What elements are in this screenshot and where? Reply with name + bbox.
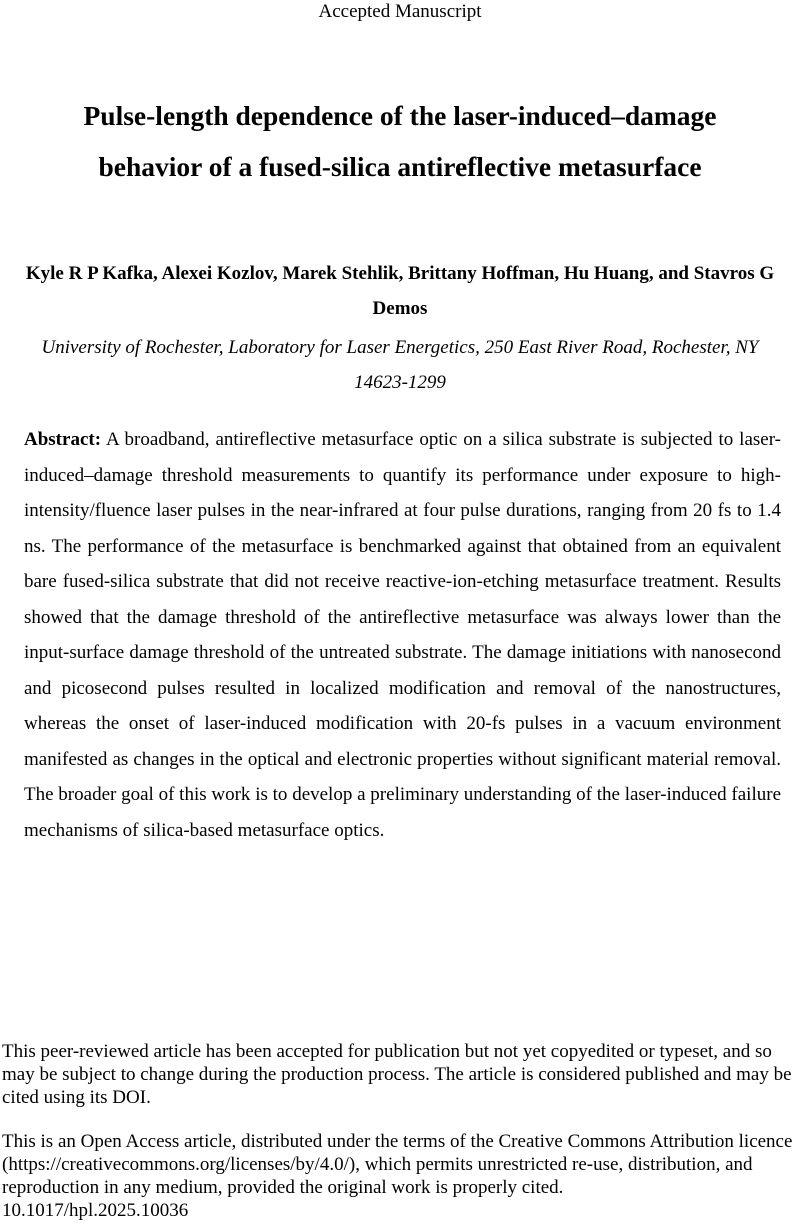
doi: 10.1017/hpl.2025.10036 [2,1200,189,1221]
abstract-text: A broadband, antireflective metasurface optic on a silica substrate is subjected to laser-induced–damage threshold measurements to quantify its performance under exposure to high-intensity/fluence laser pulses in the near-infrared at four pulse durations, ranging from 20 fs to 1.4 ns. The performance of the metasurface is benchmarked against that obtained from an equivalent bare fused-silica substrate that did not receive reactive-ion-etching metasurface treatment. Results showed that the damage threshold of the antireflective metasurface was always lower than the input-surface damage threshold of the untreated substrate. The damage initiations with nanosecond and picosecond pulses resulted in localized modification and removal of the nanostructures, whereas the onset of laser-induced modification with 20-fs pulses in a vacuum environment manifested as changes in the optical and electronic properties without significant material removal. The broader goal of this work is to develop a preliminary understanding of the laser-induced failure mechanisms of silica-based metasurface optics. [24,429,781,841]
abstract [24,422,781,848]
author-affiliation: University of Rochester, Laboratory for Laser Energetics, 250 East River Road, Rochester, NY 14623-1299 [41,337,759,393]
manuscript-status-header: Accepted Manuscript [318,1,482,22]
paper-title: Pulse-length dependence of the laser-induced–damage behavior of a fused-silica antireflective metasurface [83,100,717,182]
author-list: Kyle R P Kafka, Alexei Kozlov, Marek Stehlik, Brittany Hoffman, Hu Huang, and Stavros G Demos [25,263,775,319]
license-notice: This is an Open Access article, distributed under the terms of the Creative Commons Attribution licence (https://creativecommons.org/licenses/by/4.0/), which permits unrestricted re-use, distribution, and reproduction in any medium, provided the original work is properly cited. [2,1131,793,1198]
abstract-label: Abstract: [24,429,102,450]
publication-notice: This peer-reviewed article has been accepted for publication but not yet copyedited or typeset, and so may be subject to change during the production process. The article is considered published and may be cited using its DOI. [2,1041,792,1108]
